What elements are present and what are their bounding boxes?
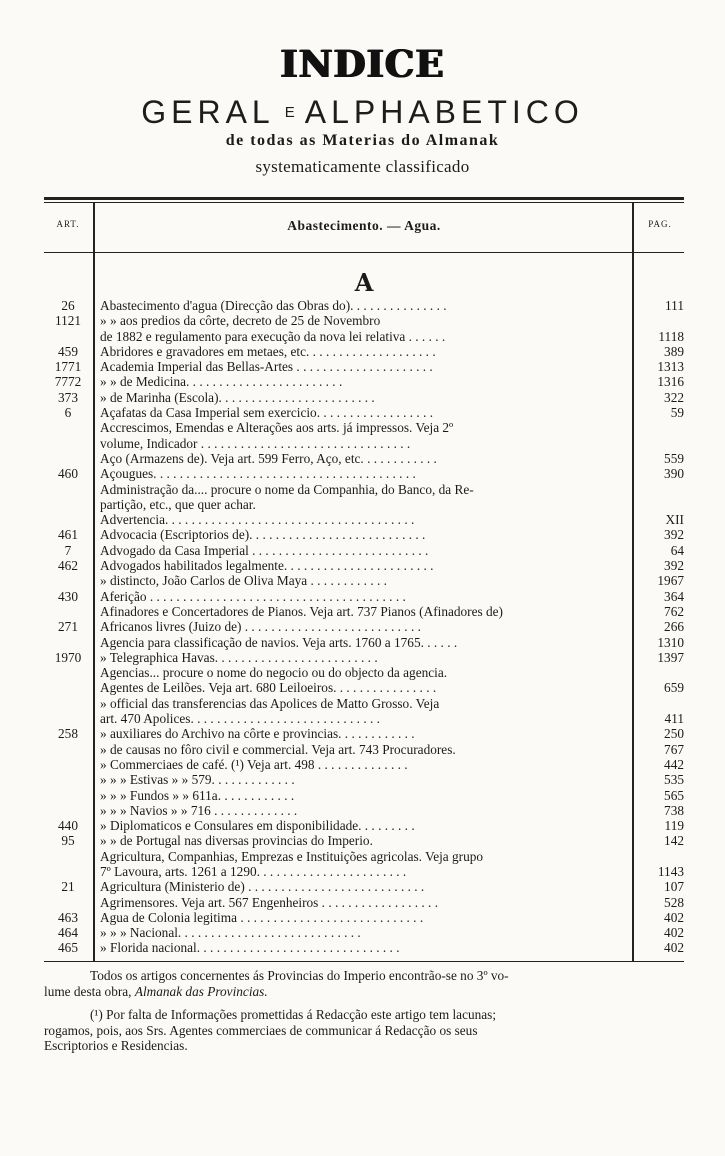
entry-art-number: 1121	[54, 313, 82, 329]
entry-art-number: 459	[58, 343, 78, 359]
index-entry	[0, 436, 725, 451]
index-entry	[0, 359, 725, 374]
entry-art-number: 7	[64, 542, 72, 558]
page-subtitle	[0, 94, 725, 131]
entry-page-number: 767	[664, 741, 684, 757]
entry-art-number: 271	[58, 619, 78, 635]
top-rule-thin	[44, 202, 684, 203]
entry-text: Advogados habilitados legalmente. . . . . . . . . . . . . . . . . . . . . . .	[100, 558, 434, 574]
entry-text: Aço (Armazens de). Veja art. 599 Ferro, Aço, etc. . . . . . . . . . . .	[100, 450, 437, 466]
entry-art-number: 95	[61, 833, 75, 849]
index-entry	[0, 558, 725, 573]
entry-art-number: 463	[58, 909, 78, 925]
pag-column-header: PAG.	[648, 219, 672, 229]
index-entry	[0, 313, 725, 328]
entry-page-number: 1397	[657, 649, 684, 665]
entry-art-number: 430	[58, 588, 78, 604]
entry-text: Accrescimos, Emendas e Alterações aos arts. já impressos. Veja 2º	[100, 420, 454, 436]
entry-text: Agua de Colonia legitima . . . . . . . . . . . . . . . . . . . . . . . . . . . .	[100, 909, 424, 925]
entry-text: Abridores e gravadores em metaes, etc. . . . . . . . . . . . . . . . . . . .	[100, 343, 436, 359]
entry-text: » Commerciaes de café. (¹) Veja art. 498 . . . . . . . . . . . . . .	[100, 756, 408, 772]
entry-page-number: 659	[664, 680, 684, 696]
entry-text: » » » Estivas » » 579. . . . . . . . . . . . .	[100, 772, 295, 788]
bottom-rule	[44, 961, 684, 962]
index-entry	[0, 420, 725, 435]
entry-art-number: 26	[61, 298, 75, 313]
entry-text: Agricultura (Ministerio de) . . . . . . . . . . . . . . . . . . . . . . . . . . .	[100, 879, 425, 895]
index-entry	[0, 833, 725, 848]
entry-page-number: 59	[670, 405, 684, 421]
index-entry	[0, 879, 725, 894]
index-entry	[0, 451, 725, 466]
entry-page-number: 142	[664, 833, 684, 849]
index-entry	[0, 940, 725, 955]
entry-text: » de causas no fôro civil e commercial. Veja art. 743 Procuradores.	[100, 741, 456, 757]
entry-text: » distincto, João Carlos de Oliva Maya . . . . . . . . . . . .	[100, 573, 387, 589]
heading-line-4: systematicamente classificado	[255, 157, 470, 176]
entry-text: Agricultura, Companhias, Emprezas e Instituições agricolas. Veja grupo	[100, 848, 484, 864]
index-entry	[0, 757, 725, 772]
entry-text: » Telegraphica Havas. . . . . . . . . . . . . . . . . . . . . . . . .	[100, 649, 378, 665]
entry-page-number: 392	[664, 527, 684, 543]
entry-text: » official das transferencias das Apolices de Matto Grosso. Veja	[100, 695, 440, 711]
index-entry	[0, 849, 725, 864]
subtitle-left: GERAL	[141, 94, 275, 130]
index-entry	[0, 680, 725, 695]
entry-art-number: 440	[58, 818, 78, 834]
entry-text: » auxiliares do Archivo na côrte e provincias. . . . . . . . . . . .	[100, 726, 415, 742]
index-entry	[0, 390, 725, 405]
entry-text: volume, Indicador . . . . . . . . . . . . . . . . . . . . . . . . . . . . . . . .	[100, 435, 411, 451]
entry-art-number: 7772	[54, 374, 82, 390]
index-entry	[0, 589, 725, 604]
index-entry	[0, 344, 725, 359]
entry-page-number: 762	[664, 603, 684, 619]
page-title: INDICE	[280, 42, 445, 86]
index-entry	[0, 803, 725, 818]
entry-text: » de Marinha (Escola). . . . . . . . . . . . . . . . . . . . . . . .	[100, 389, 375, 405]
entry-text: » » » Nacional. . . . . . . . . . . . . . . . . . . . . . . . . . . .	[100, 925, 361, 941]
entry-page-number: 250	[664, 726, 684, 742]
entry-page-number: 119	[664, 818, 684, 834]
index-entry	[0, 910, 725, 925]
entry-page-number: 322	[664, 389, 684, 405]
entry-text: art. 470 Apolices. . . . . . . . . . . . . . . . . . . . . . . . . . . . .	[100, 711, 380, 727]
entry-text: » Florida nacional. . . . . . . . . . . . . . . . . . . . . . . . . . . . . . .	[100, 940, 400, 956]
index-entry	[0, 895, 725, 910]
index-entry	[0, 482, 725, 497]
entry-page-number: 266	[664, 619, 684, 635]
entry-page-number: 535	[664, 772, 684, 788]
entry-page-number: 390	[664, 466, 684, 482]
index-entry	[0, 788, 725, 803]
entry-art-number: 6	[64, 405, 72, 421]
entry-text: » Diplomaticos e Consulares em disponibilidade. . . . . . . . .	[100, 818, 415, 834]
index-entry	[0, 527, 725, 542]
entry-page-number: 402	[664, 925, 684, 941]
entry-text: 7º Lavoura, arts. 1261 a 1290. . . . . . . . . . . . . . . . . . . . . . .	[100, 863, 407, 879]
entry-page-number: 1313	[657, 359, 684, 375]
entry-page-number: 364	[664, 588, 684, 604]
index-entry	[0, 772, 725, 787]
entry-art-number: 461	[58, 527, 78, 543]
index-entry	[0, 665, 725, 680]
entry-text: Agencia para classificação de navios. Veja arts. 1760 a 1765. . . . . .	[100, 634, 458, 650]
footnote-provinces-line2	[44, 984, 684, 1000]
footnote-agentes-line2: rogamos, pois, aos Srs. Agentes commerciaes de communicar á Redacção os seus	[44, 1022, 478, 1038]
index-entry	[0, 329, 725, 344]
entry-art-number: 1970	[54, 649, 82, 665]
heading-line-3: de todas as Materias do Almanak	[225, 132, 500, 149]
entry-art-number: 464	[58, 925, 78, 941]
entry-text: » » » Navios » » 716 . . . . . . . . . . . . .	[100, 802, 298, 818]
entry-art-number: 373	[58, 389, 78, 405]
subtitle-right: ALPHABETICO	[304, 94, 584, 130]
entry-text: Açougues. . . . . . . . . . . . . . . . . . . . . . . . . . . . . . . . . . . . . . . .	[100, 466, 416, 482]
entry-page-number: 392	[664, 558, 684, 574]
footnote-provinces-line1: Todos os artigos concernentes ás Provincias do Imperio encontrão-se no 3º vo-	[90, 968, 509, 983]
entry-text: Agentes de Leilões. Veja art. 680 Leiloeiros. . . . . . . . . . . . . . . .	[100, 680, 437, 696]
index-entry	[0, 711, 725, 726]
entry-page-number: 402	[664, 909, 684, 925]
entry-page-number: 1118	[658, 328, 684, 344]
footnote-provinces	[44, 968, 684, 999]
index-entry	[0, 604, 725, 619]
entry-page-number: 1310	[657, 634, 684, 650]
entry-page-number: 1967	[657, 573, 684, 589]
entry-page-number: 411	[664, 711, 684, 727]
entry-art-number: 465	[58, 940, 78, 956]
index-entry	[0, 374, 725, 389]
index-entry	[0, 298, 725, 313]
entry-text: » » » Fundos » » 611a. . . . . . . . . . . .	[100, 787, 295, 803]
section-heading: Abastecimento. — Agua.	[287, 218, 441, 233]
section-letter: A	[354, 268, 374, 297]
entry-text: Açafatas da Casa Imperial sem exercicio. . . . . . . . . . . . . . . . . .	[100, 405, 434, 421]
entry-text: » » aos predios da côrte, decreto de 25 de Novembro	[100, 313, 381, 329]
entry-text: Advogado da Casa Imperial . . . . . . . . . . . . . . . . . . . . . . . . . . .	[100, 542, 429, 558]
entry-page-number: 1316	[657, 374, 684, 390]
index-entries	[0, 298, 725, 956]
entry-page-number: 565	[664, 787, 684, 803]
entry-art-number: 460	[58, 466, 78, 482]
index-entry	[0, 925, 725, 940]
entry-text: Agrimensores. Veja art. 567 Engenheiros . . . . . . . . . . . . . . . . . .	[100, 894, 439, 910]
footnote-provinces-text: lume desta obra,	[44, 983, 135, 999]
footnote-provinces-title: Almanak das Provincias.	[134, 983, 268, 999]
index-entry	[0, 650, 725, 665]
entry-text: Advertencia. . . . . . . . . . . . . . . . . . . . . . . . . . . . . . . . . . . . . .	[100, 512, 415, 528]
entry-page-number: XII	[665, 512, 684, 528]
entry-page-number: 738	[664, 802, 684, 818]
entry-text: » » de Portugal nas diversas provincias do Imperio.	[100, 833, 373, 849]
art-column-header: ART.	[56, 219, 80, 229]
entry-text: Aferição . . . . . . . . . . . . . . . . . . . . . . . . . . . . . . . . . . . . . . .	[100, 588, 406, 604]
entry-text: partição, etc., que quer achar.	[100, 496, 256, 512]
entry-page-number: 1143	[657, 863, 684, 879]
index-entry	[0, 619, 725, 634]
index-entry	[0, 742, 725, 757]
footnote-agentes-line3: Escriptorios e Residencias.	[44, 1038, 188, 1053]
entry-art-number: 462	[58, 558, 78, 574]
index-entry	[0, 512, 725, 527]
index-entry	[0, 497, 725, 512]
entry-text: Advocacia (Escriptorios de). . . . . . . . . . . . . . . . . . . . . . . . . . .	[100, 527, 426, 543]
entry-page-number: 64	[670, 542, 684, 558]
index-entry	[0, 405, 725, 420]
index-entry	[0, 543, 725, 558]
footnote-agentes-line1: (¹) Por falta de Informações promettidas á Redacção este artigo tem lacunas;	[90, 1007, 497, 1022]
entry-text: de 1882 e regulamento para execução da nova lei relativa . . . . . .	[100, 328, 446, 344]
index-entry	[0, 635, 725, 650]
header-rule	[44, 252, 684, 253]
entry-text: Administração da.... procure o nome da Companhia, do Banco, da Re-	[100, 481, 474, 497]
entry-page-number: 528	[664, 894, 684, 910]
index-entry	[0, 696, 725, 711]
index-entry	[0, 573, 725, 588]
footnote-agentes	[44, 1007, 684, 1054]
entry-text: Agencias... procure o nome do negocio ou do objecto da agencia.	[100, 665, 448, 681]
entry-art-number: 258	[58, 726, 78, 742]
entry-page-number: 107	[664, 879, 684, 895]
entry-page-number: 389	[664, 343, 684, 359]
entry-art-number: 21	[61, 879, 75, 895]
entry-text: Abastecimento d'agua (Direcção das Obras do). . . . . . . . . . . . . . .	[100, 298, 447, 313]
top-rule-thick	[44, 197, 684, 200]
entry-text: Afinadores e Concertadores de Pianos. Veja art. 737 Pianos (Afinadores de)	[100, 603, 503, 619]
entry-page-number: 442	[664, 756, 684, 772]
entry-text: » » de Medicina. . . . . . . . . . . . . . . . . . . . . . . .	[100, 374, 343, 390]
entry-page-number: 111	[665, 298, 684, 313]
index-entry	[0, 466, 725, 481]
entry-page-number: 402	[664, 940, 684, 956]
entry-page-number: 559	[664, 450, 684, 466]
subtitle-conjunction: E	[284, 104, 295, 121]
index-entry	[0, 818, 725, 833]
entry-art-number: 1771	[54, 359, 82, 375]
entry-text: Africanos livres (Juizo de) . . . . . . . . . . . . . . . . . . . . . . . . . . .	[100, 619, 421, 635]
entry-text: Academia Imperial das Bellas-Artes . . . . . . . . . . . . . . . . . . . . .	[100, 359, 433, 375]
index-entry	[0, 864, 725, 879]
index-entry	[0, 726, 725, 741]
